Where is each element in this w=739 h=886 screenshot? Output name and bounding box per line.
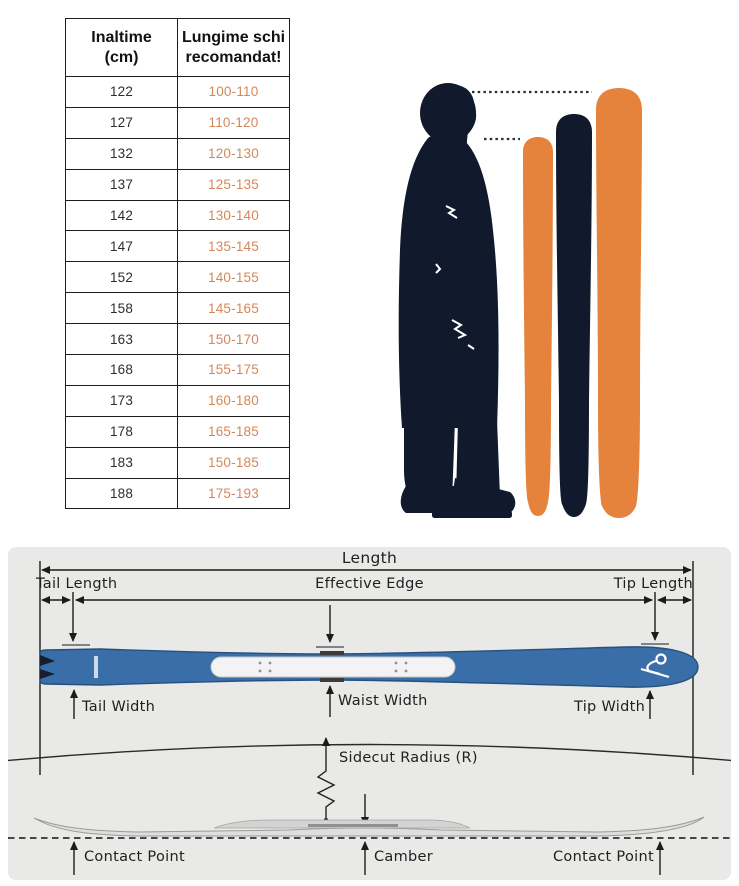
height-cell: 137 [66, 169, 178, 200]
range-cell: 100-110 [178, 77, 290, 108]
height-cell: 132 [66, 138, 178, 169]
ski-top-view [40, 647, 698, 687]
effective-edge-label: Effective Edge [315, 576, 424, 592]
height-cell: 142 [66, 200, 178, 231]
range-cell: 150-185 [178, 447, 290, 478]
waist-width-label: Waist Width [338, 693, 428, 709]
height-cell: 163 [66, 324, 178, 355]
camber-label: Camber [374, 849, 434, 865]
contact-point-right-label: Contact Point [553, 849, 654, 865]
length-label: Length [341, 549, 398, 567]
range-cell: 135-145 [178, 231, 290, 262]
height-cell: 168 [66, 355, 178, 386]
range-cell: 140-155 [178, 262, 290, 293]
range-cell: 130-140 [178, 200, 290, 231]
height-header-line1: Inaltime [91, 29, 152, 47]
height-cell: 158 [66, 293, 178, 324]
height-cell: 122 [66, 77, 178, 108]
tip-width-label: Tip Width [574, 699, 646, 715]
waist-mark-top [320, 651, 344, 655]
height-cell: 127 [66, 107, 178, 138]
height-cell: 178 [66, 416, 178, 447]
ski-measurement-diagram [8, 547, 731, 880]
sidecut-radius-zigzag-arrow [318, 738, 334, 818]
range-cell: 150-170 [178, 324, 290, 355]
ski-side-view [34, 817, 704, 836]
height-cell: 183 [66, 447, 178, 478]
range-cell: 165-185 [178, 416, 290, 447]
ski-short-orange [523, 137, 553, 516]
range-cell: 175-193 [178, 478, 290, 509]
height-header-line2: (cm) [104, 48, 139, 66]
ski-tall-orange [596, 88, 642, 518]
binding-plate [211, 657, 455, 677]
waist-mark-bottom [320, 678, 344, 682]
tail-width-label: Tail Width [82, 699, 156, 715]
skier-silhouette [399, 83, 516, 518]
ski-length-header-line2: recomandat! [185, 48, 282, 66]
range-cell: 125-135 [178, 169, 290, 200]
tail-length-label: Tail Length [36, 576, 118, 592]
height-cell: 188 [66, 478, 178, 509]
tail-brand-text [94, 656, 98, 678]
range-cell: 110-120 [178, 107, 290, 138]
side-view-text-smudge [308, 824, 398, 827]
range-cell: 145-165 [178, 293, 290, 324]
range-cell: 155-175 [178, 355, 290, 386]
ski-medium-navy [556, 114, 592, 517]
range-cell: 120-130 [178, 138, 290, 169]
height-cell: 152 [66, 262, 178, 293]
sidecut-radius-label: Sidecut Radius (R) [339, 750, 478, 766]
height-cell: 173 [66, 385, 178, 416]
ski-length-header-line1: Lungime schi [181, 29, 286, 47]
height-cell: 147 [66, 231, 178, 262]
tip-length-label: Tip Length [613, 576, 693, 592]
contact-point-left-label: Contact Point [84, 849, 185, 865]
range-cell: 160-180 [178, 385, 290, 416]
